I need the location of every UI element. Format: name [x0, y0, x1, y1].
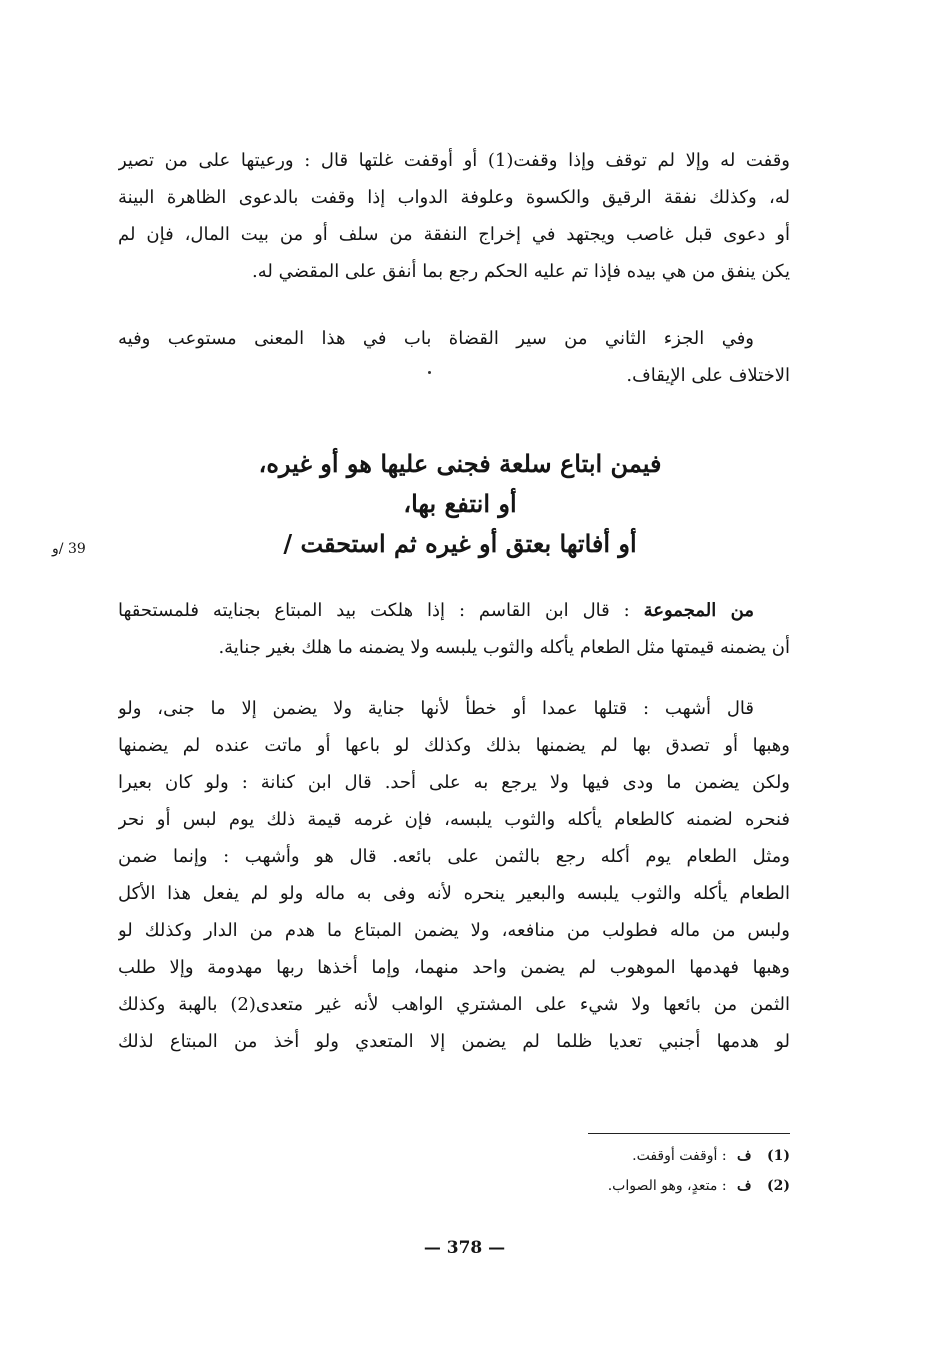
- footnote-1: [440, 1141, 790, 1171]
- text-line: ولبس من ماله فطولب من منافعه، ولا يضمن المبتاع ما هدم من الدار وكذلك لو: [118, 920, 790, 941]
- footnote-text: : متعدٍ، وهو الصواب.: [607, 1178, 727, 1194]
- page-number: — 378 —: [423, 1238, 506, 1258]
- footnote-number: (2): [767, 1178, 790, 1194]
- text-line: وهبها أو تصدق بها لم يضمنها بذلك وكذلك لو باعها أو ماتت عنده لم يضمنها: [118, 735, 790, 756]
- section-heading: [150, 444, 770, 564]
- text-line: الطعام يأكله والثوب يلبسه والبعير ينحره لأنه وفى به ماله ولو لم يفعل هذا الأكل: [118, 883, 790, 904]
- footnote-number: (1): [767, 1148, 790, 1164]
- text-line: وفي الجزء الثاني من سير القضاة باب في هذا المعنى مستوعب وفيه: [118, 328, 754, 349]
- source-label: من المجموعة: [643, 600, 755, 621]
- text-line: وقفت له وإلا لم توقف وإذا وقفت(1) أو أوقفت غلتها قال : ورعيتها على من تصير: [118, 150, 790, 171]
- paragraph-4: [118, 690, 790, 1060]
- paragraph-1: [118, 142, 790, 290]
- heading-line: فيمن ابتاع سلعة فجنى عليها هو أو غيره،: [258, 449, 662, 478]
- footnote-separator: [588, 1133, 790, 1134]
- text-line: له، وكذلك نفقة الرقيق والكسوة وعلوفة الدواب إذا وقفت بالدعوى الظاهرة البينة: [118, 187, 790, 208]
- text-line: ومثل الطعام يوم أكله رجع بالثمن على بائعه. قال هو وأشهب : وإنما ضمن: [118, 846, 790, 867]
- folio-margin-note: 39 /و: [52, 541, 86, 557]
- footnote-sigla: ف: [737, 1178, 752, 1194]
- ink-dot: [428, 371, 431, 374]
- footnotes: [440, 1141, 790, 1201]
- text-segment: : قال ابن القاسم : إذا هلكت بيد المبتاع بجنايته فلمستحقها: [118, 600, 644, 621]
- text-line: [118, 592, 790, 629]
- text-line: أو دعوى قبل غاصب ويجتهد في إخراج النفقة من سلف أو من بيت المال، فإن لم: [118, 224, 790, 245]
- text-line: وهبها فهدمها الموهوب لم يضمن واحد منهما، وإما أخذها ربها مهدومة وإلا طلب: [118, 957, 790, 978]
- text-line: ولكن يضمن ما ودى فيها ولا يرجع به على أحد. قال ابن كنانة : ولو كان بعيرا: [118, 772, 790, 793]
- text-line: يكن ينفق من هي بيده فإذا تم عليه الحكم رجع بما أنفق على المقضي له.: [252, 261, 790, 282]
- footnote-text: : أوقفت أوقفت.: [632, 1148, 727, 1164]
- text-line: الثمن من بائعها ولا شيء على المشتري الواهب لأنه غير متعدى(2) بالهبة وكذلك: [118, 994, 790, 1015]
- text-line: أن يضمنه قيمتها مثل الطعام يأكله والثوب يلبسه ولا يضمنه ما هلك بغير جناية.: [218, 637, 790, 658]
- heading-line: أو أفاتها بعتق أو غيره ثم استحقت /: [283, 529, 637, 558]
- text-line: فنحره لضمنه كالطعام يأكله والثوب يلبسه، فإن غرمه قيمة ذلك يوم لبس أو نحر: [118, 809, 790, 830]
- footnote-sigla: ف: [737, 1148, 752, 1164]
- paragraph-3: [118, 592, 790, 666]
- footnote-2: [440, 1171, 790, 1201]
- text-line: الاختلاف على الإيقاف.: [626, 365, 790, 386]
- heading-line: أو انتفع بها،: [403, 489, 517, 518]
- paragraph-2: [118, 320, 790, 394]
- text-line: لو هدمها أجنبي تعديا ظلما لم يضمن إلا المتعدي ولو أخذ من المبتاع لذلك: [118, 1031, 790, 1052]
- text-line: قال أشهب : قتلها عمدا أو خطأ لأنها جناية ولا يضمن إلا ما جنى، ولو: [118, 698, 754, 719]
